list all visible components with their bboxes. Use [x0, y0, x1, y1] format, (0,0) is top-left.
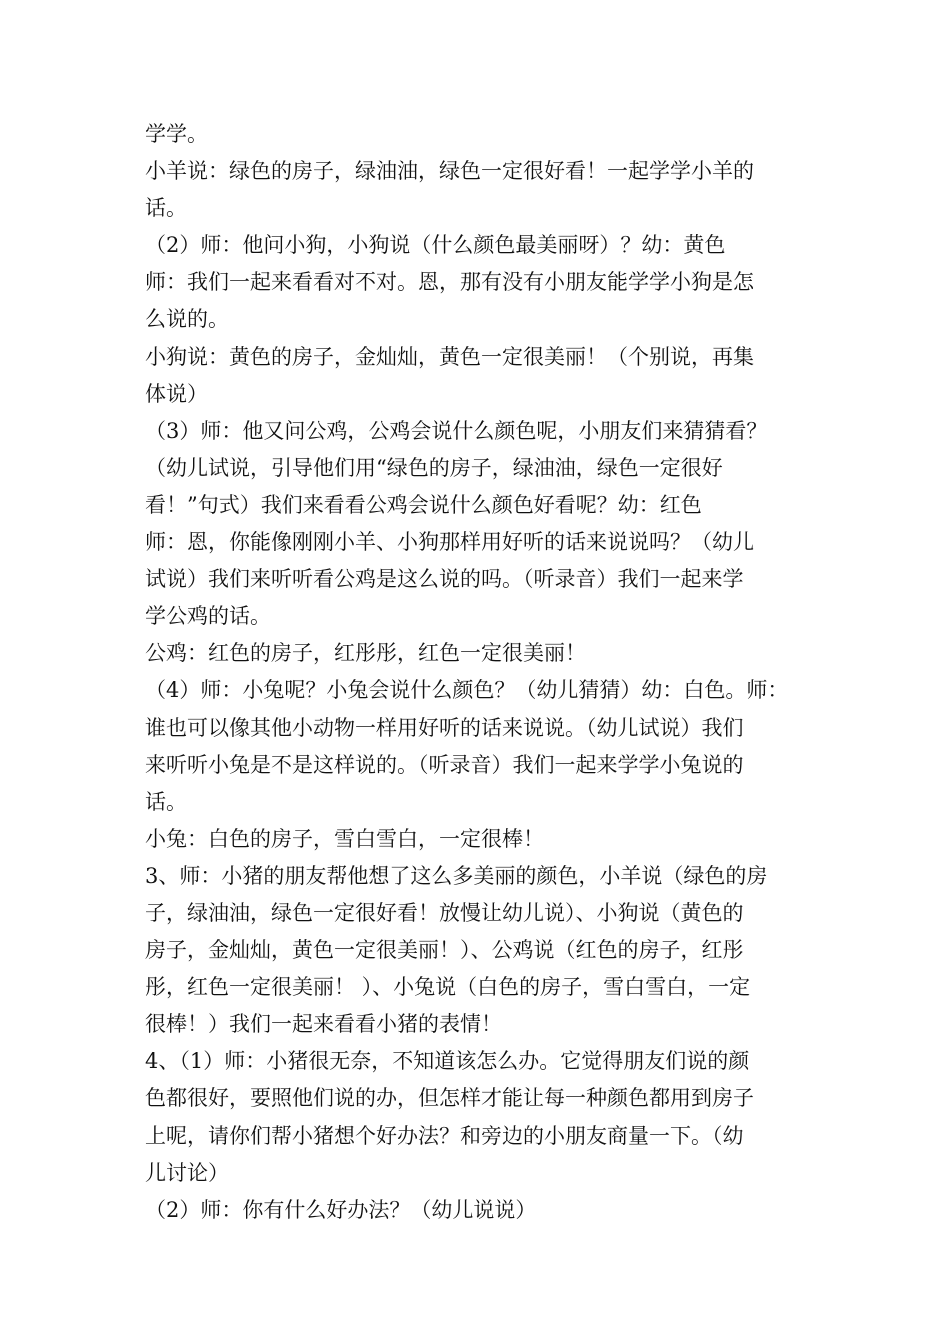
text-line: 话。	[145, 789, 187, 814]
text-line: 小羊说：绿色的房子，绿油油，绿色一定很好看！一起学学小羊的	[145, 159, 754, 184]
text-line: 么说的。	[145, 307, 229, 332]
text-line: 看！”句式）我们来看看公鸡会说什么颜色好看呢？幼：红色	[145, 492, 702, 517]
text-line: 很棒！）我们一起来看看小猪的表情！	[145, 1012, 502, 1037]
document-body	[145, 116, 825, 1229]
text-line: 话。	[145, 196, 187, 221]
text-line: 来听听小兔是不是这样说的。（听录音）我们一起来学学小兔说的	[145, 752, 744, 777]
text-line: 小狗说：黄色的房子，金灿灿，黄色一定很美丽！（个别说，再集	[145, 344, 754, 369]
text-line: 房子，金灿灿，黄色一定很美丽！）、公鸡说（红色的房子，红彤	[145, 938, 744, 963]
text-line: 谁也可以像其他小动物一样用好听的话来说说。（幼儿试说）我们	[145, 715, 744, 740]
text-line: 学学。	[145, 122, 208, 146]
text-line: （4）师：小兔呢？小兔会说什么颜色？（幼儿猜猜）幼：白色。师：	[145, 678, 789, 703]
text-line: 师：我们一起来看看对不对。恩，那有没有小朋友能学学小狗是怎	[145, 270, 754, 295]
text-line: （3）师：他又问公鸡，公鸡会说什么颜色呢，小朋友们来猜猜看？	[145, 418, 768, 443]
text-line: （2）师：你有什么好办法？（幼儿说说）	[145, 1197, 537, 1222]
text-line: 3、师：小猪的朋友帮他想了这么多美丽的颜色，小羊说（绿色的房	[145, 863, 768, 888]
text-line: 上呢，请你们帮小猪想个好办法？和旁边的小朋友商量一下。（幼	[145, 1123, 744, 1148]
text-line: （幼儿试说，引导他们用“绿色的房子，绿油油，绿色一定很好	[145, 455, 723, 480]
text-line: 公鸡：红色的房子，红彤彤，红色一定很美丽！	[145, 641, 586, 666]
text-line: 试说）我们来听听看公鸡是这么说的吗。（听录音）我们一起来学	[145, 567, 744, 592]
text-line: 学公鸡的话。	[145, 604, 271, 629]
text-line: 4、（1）师：小猪很无奈，不知道该怎么办。它觉得朋友们说的颜	[145, 1049, 750, 1074]
text-line: （2）师：他问小狗，小狗说（什么颜色最美丽呀）？幼：黄色	[145, 233, 726, 258]
text-line: 小兔：白色的房子，雪白雪白，一定很棒！	[145, 826, 544, 851]
text-line: 儿讨论）	[145, 1160, 229, 1185]
text-line: 体说）	[145, 381, 208, 406]
text-line: 彤，红色一定很美丽！ ）、小兔说（白色的房子，雪白雪白，一定	[145, 975, 751, 1000]
text-line: 师：恩，你能像刚刚小羊、小狗那样用好听的话来说说吗？（幼儿	[145, 530, 754, 555]
text-line: 子，绿油油，绿色一定很好看！放慢让幼儿说）、小狗说（黄色的	[145, 900, 744, 925]
text-line: 色都很好，要照他们说的办，但怎样才能让每一种颜色都用到房子	[145, 1086, 754, 1111]
